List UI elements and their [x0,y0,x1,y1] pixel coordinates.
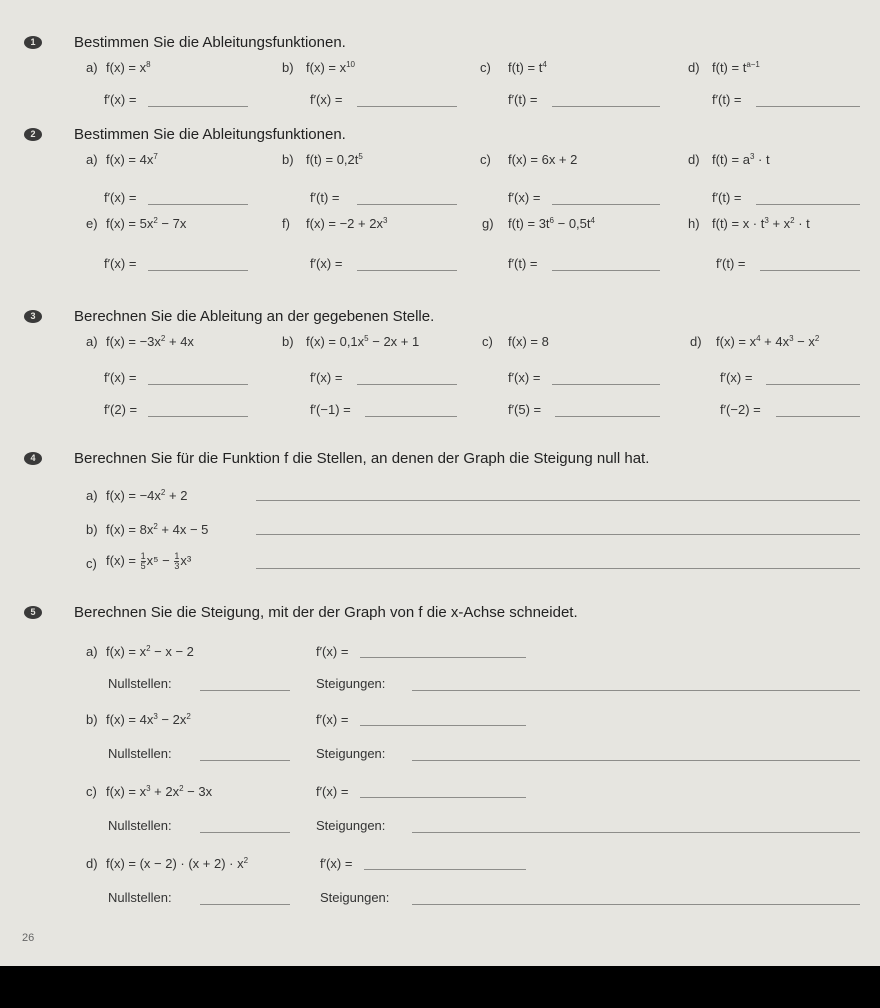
ex5-c-zeros-line [200,832,290,833]
ex3-b-function: $f(x) = 0,1x^5 - 2x + 1$ [306,334,420,349]
ex2-f-label: f) [282,216,290,231]
ex1-c-function: $f(t) = t^4$ [508,60,547,75]
ex3-b-value-line [365,416,457,417]
ex2-g-answer-label: f′(t) = [508,256,538,271]
ex2-h-answer-line [760,270,860,271]
ex1-c-answer-line [552,106,660,107]
exercise-1-number: 1 [24,36,42,49]
ex2-f-answer-label: f′(x) = [310,256,343,271]
ex3-b-answer-label: f′(x) = [310,370,343,385]
ex2-b-answer-label: f′(t) = [310,190,340,205]
ex4-c-function [106,552,191,571]
ex4-a-label: a) [86,488,98,503]
ex2-e-answer-label: f′(x) = [104,256,137,271]
ex4-c-middle: x⁵ − [146,552,170,568]
exercise-2-number: 2 [24,128,42,141]
ex5-a-zeros-label: Nullstellen: [108,676,172,691]
ex4-c-label: c) [86,556,97,571]
ex3-c-answer-line [552,384,660,385]
ex4-c-fraction-2-num: 1 [174,551,180,561]
ex3-a-answer-line [148,384,248,385]
exercise-4-number: 4 [24,452,42,465]
ex5-a-label: a) [86,644,98,659]
ex2-b-function: $f(t) = 0,2t^5$ [306,152,363,167]
ex5-b-slopes-label: Steigungen: [316,746,386,761]
ex5-b-zeros-label: Nullstellen: [108,746,172,761]
exercise-5-heading: Berechnen Sie die Steigung, mit der der Graph von f die x-Achse schneidet. [74,604,578,621]
ex3-a-answer-label: f′(x) = [104,370,137,385]
ex2-a-answer-line [148,204,248,205]
exercise-3-number: 3 [24,310,42,323]
ex4-b-label: b) [86,522,98,537]
ex5-d-answer-line [364,869,526,870]
ex2-c-label: c) [480,152,491,167]
ex5-a-slopes-label: Steigungen: [316,676,386,691]
ex1-b-answer-label: f′(x) = [310,92,343,107]
ex4-c-prefix: f(x) = [106,552,136,568]
ex2-f-answer-line [357,270,457,271]
ex1-b-label: b) [282,60,294,75]
ex5-b-zeros-line [200,760,290,761]
ex1-a-answer-label: f′(x) = [104,92,137,107]
ex3-c-function: f(x) = 8 [508,334,549,349]
ex3-b-answer-line [357,384,457,385]
ex5-c-label: c) [86,784,97,799]
exercise-3-heading: Berechnen Sie die Ableitung an der gegebenen Stelle. [74,308,435,325]
exercise-5-number: 5 [24,606,42,619]
ex1-b-answer-line [357,106,457,107]
exercise-4-heading: Berechnen Sie für die Funktion f die Stellen, an denen der Graph die Steigung null hat. [74,450,650,467]
ex2-f-function: $f(x) = -2 + 2x^3$ [306,216,388,231]
ex3-a-value-line [148,416,248,417]
ex4-c-fraction-1-num: 1 [140,551,146,561]
ex4-c-fraction-1 [141,552,146,571]
ex5-d-function: $f(x) = (x - 2) \cdot (x + 2) \cdot x^2$ [106,856,249,871]
ex5-d-slopes-line [412,904,860,905]
ex5-c-slopes-line [412,832,860,833]
ex3-a-label: a) [86,334,98,349]
ex4-a-answer-line [256,500,860,501]
ex3-d-value-line [776,416,860,417]
ex1-d-answer-line [756,106,860,107]
ex1-d-function: $f(t) = t^{a-1}$ [712,60,760,75]
ex2-h-function: $f(t) = x \cdot t^3 + x^2 \cdot t$ [712,216,810,231]
ex3-c-value-line [555,416,660,417]
ex3-c-label: c) [482,334,493,349]
ex2-e-label: e) [86,216,98,231]
ex5-c-slopes-label: Steigungen: [316,818,386,833]
ex1-c-label: c) [480,60,491,75]
ex5-b-label: b) [86,712,98,727]
ex5-b-function: $f(x) = 4x^3 - 2x^2$ [106,712,191,727]
ex1-b-function: $f(x) = x^{10}$ [306,60,355,75]
ex2-d-answer-line [756,204,860,205]
ex4-c-fraction-1-den: 5 [140,561,146,571]
ex5-a-function: $f(x) = x^2 - x - 2$ [106,644,194,659]
ex3-d-answer-label: f′(x) = [720,370,753,385]
exercise-2-heading: Bestimmen Sie die Ableitungsfunktionen. [74,126,346,143]
ex5-c-zeros-label: Nullstellen: [108,818,172,833]
ex4-b-function: $f(x) = 8x^2 + 4x - 5$ [106,522,209,537]
ex1-d-label: d) [688,60,700,75]
ex3-c-answer-label: f′(x) = [508,370,541,385]
ex2-d-answer-label: f′(t) = [712,190,742,205]
ex2-c-answer-line [552,204,660,205]
ex4-c-end: x³ [180,552,192,568]
ex2-c-answer-label: f′(x) = [508,190,541,205]
ex5-b-answer-line [360,725,526,726]
ex4-b-answer-line [256,534,860,535]
ex5-b-slopes-line [412,760,860,761]
ex1-d-answer-label: f′(t) = [712,92,742,107]
ex1-a-label: a) [86,60,98,75]
ex2-c-function: f(x) = 6x + 2 [508,152,578,167]
ex3-c-value-label: f′(5) = [508,402,542,417]
ex5-b-answer-label: f′(x) = [316,712,349,727]
ex2-e-function: $f(x) = 5x^2 - 7x$ [106,216,187,231]
ex5-a-answer-line [360,657,526,658]
page-number: 26 [22,932,35,944]
ex3-d-answer-line [766,384,860,385]
ex4-a-function: $f(x) = -4x^2 + 2$ [106,488,188,503]
ex4-c-fraction-2-den: 3 [174,561,180,571]
ex5-d-zeros-label: Nullstellen: [108,890,172,905]
ex4-c-answer-line [256,568,860,569]
ex3-b-label: b) [282,334,294,349]
ex1-a-answer-line [148,106,248,107]
ex5-a-slopes-line [412,690,860,691]
ex2-h-answer-label: f′(t) = [716,256,746,271]
ex5-d-label: d) [86,856,98,871]
ex5-c-function: $f(x) = x^3 + 2x^2 - 3x$ [106,784,213,799]
ex5-c-answer-line [360,797,526,798]
ex2-b-answer-line [357,204,457,205]
ex3-d-value-label: f′(−2) = [720,402,761,417]
ex1-c-answer-label: f′(t) = [508,92,538,107]
ex3-a-function: $f(x) = -3x^2 + 4x$ [106,334,194,349]
ex3-d-label: d) [690,334,702,349]
ex5-a-answer-label: f′(x) = [316,644,349,659]
ex2-g-function: $f(t) = 3t^6 - 0,5t^4$ [508,216,595,231]
ex5-a-zeros-line [200,690,290,691]
ex2-b-label: b) [282,152,294,167]
ex5-d-slopes-label: Steigungen: [320,890,390,905]
ex2-a-function: $f(x) = 4x^7$ [106,152,158,167]
ex3-a-value-label: f′(2) = [104,402,138,417]
ex3-b-value-label: f′(−1) = [310,402,351,417]
ex2-h-label: h) [688,216,700,231]
ex2-g-answer-line [552,270,660,271]
ex4-c-fraction-2 [174,552,179,571]
ex2-d-function: $f(t) = a^3 \cdot t$ [712,152,770,167]
ex5-d-zeros-line [200,904,290,905]
ex2-d-label: d) [688,152,700,167]
ex2-a-answer-label: f′(x) = [104,190,137,205]
exercise-1-heading: Bestimmen Sie die Ableitungsfunktionen. [74,34,346,51]
ex5-d-answer-label: f′(x) = [320,856,353,871]
ex1-a-function: $f(x) = x^8$ [106,60,151,75]
ex2-e-answer-line [148,270,248,271]
ex2-g-label: g) [482,216,494,231]
ex5-c-answer-label: f′(x) = [316,784,349,799]
ex2-a-label: a) [86,152,98,167]
ex3-d-function: $f(x) = x^4 + 4x^3 - x^2$ [716,334,820,349]
